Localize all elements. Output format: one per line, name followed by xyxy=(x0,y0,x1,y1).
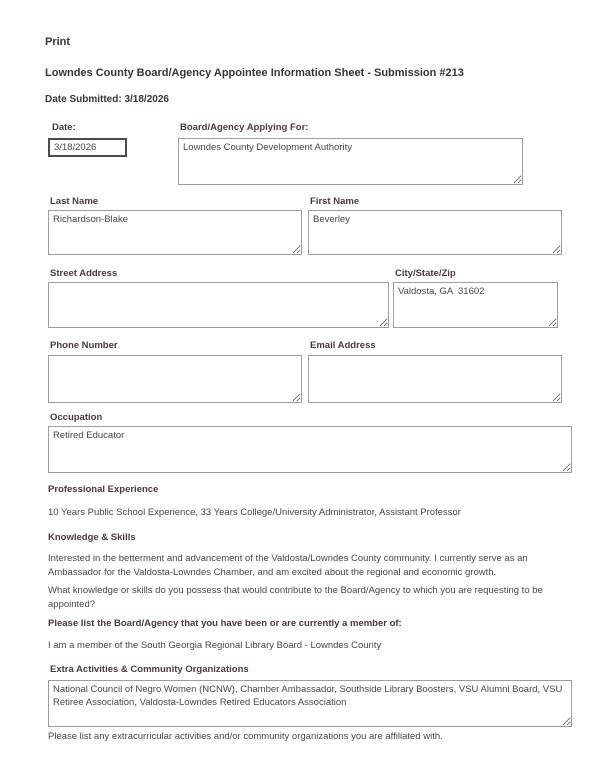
knowledge-skills-question: What knowledge or skills do you possess that would contribute to the Board/Agency to which you are requesting to be appointed? xyxy=(48,585,543,610)
phone-label: Phone Number xyxy=(50,340,118,351)
board-agency-label: Board/Agency Applying For: xyxy=(180,122,309,133)
board-agency-textarea[interactable] xyxy=(178,138,523,185)
city-state-zip-textarea[interactable] xyxy=(393,282,558,328)
first-name-textarea[interactable] xyxy=(308,210,562,255)
membership-heading: Please list the Board/Agency that you have been or are currently a member of: xyxy=(48,618,402,629)
email-label: Email Address xyxy=(310,340,376,351)
extra-activities-textarea[interactable] xyxy=(48,680,572,727)
last-name-textarea[interactable] xyxy=(48,210,302,255)
membership-text: I am a member of the South Georgia Regional Library Board - Lowndes County xyxy=(48,640,382,651)
date-label: Date: xyxy=(52,122,76,133)
city-state-zip-label: City/State/Zip xyxy=(395,268,456,279)
occupation-textarea[interactable] xyxy=(48,426,572,473)
first-name-label: First Name xyxy=(310,196,360,207)
occupation-label: Occupation xyxy=(50,412,103,423)
phone-textarea[interactable] xyxy=(48,355,302,403)
extra-activities-hint: Please list any extracurricular activities and/or community organizations you are affiliated with. xyxy=(48,731,443,742)
date-submitted-text: Date Submitted: 3/18/2026 xyxy=(45,94,169,105)
knowledge-skills-answer: Interested in the betterment and advancement of the Valdosta/Lowndes County community. I currently serve as an Ambassador for the Valdosta-Lowndes Chamber, and am excited about the regional and economic growth. xyxy=(48,553,528,578)
street-address-textarea[interactable] xyxy=(48,282,389,328)
last-name-label: Last Name xyxy=(50,196,99,207)
extra-activities-label: Extra Activities & Community Organizations xyxy=(50,664,249,675)
knowledge-skills-heading: Knowledge & Skills xyxy=(48,532,136,543)
email-textarea[interactable] xyxy=(308,355,562,403)
page-title: Lowndes County Board/Agency Appointee Information Sheet - Submission #213 xyxy=(45,67,464,79)
professional-experience-heading: Professional Experience xyxy=(48,484,159,495)
print-button[interactable]: Print xyxy=(45,36,71,48)
date-input[interactable] xyxy=(48,138,127,157)
street-address-label: Street Address xyxy=(50,268,118,279)
professional-experience-text: 10 Years Public School Experience, 33 Years College/University Administrator, Assistant Professor xyxy=(48,507,461,518)
